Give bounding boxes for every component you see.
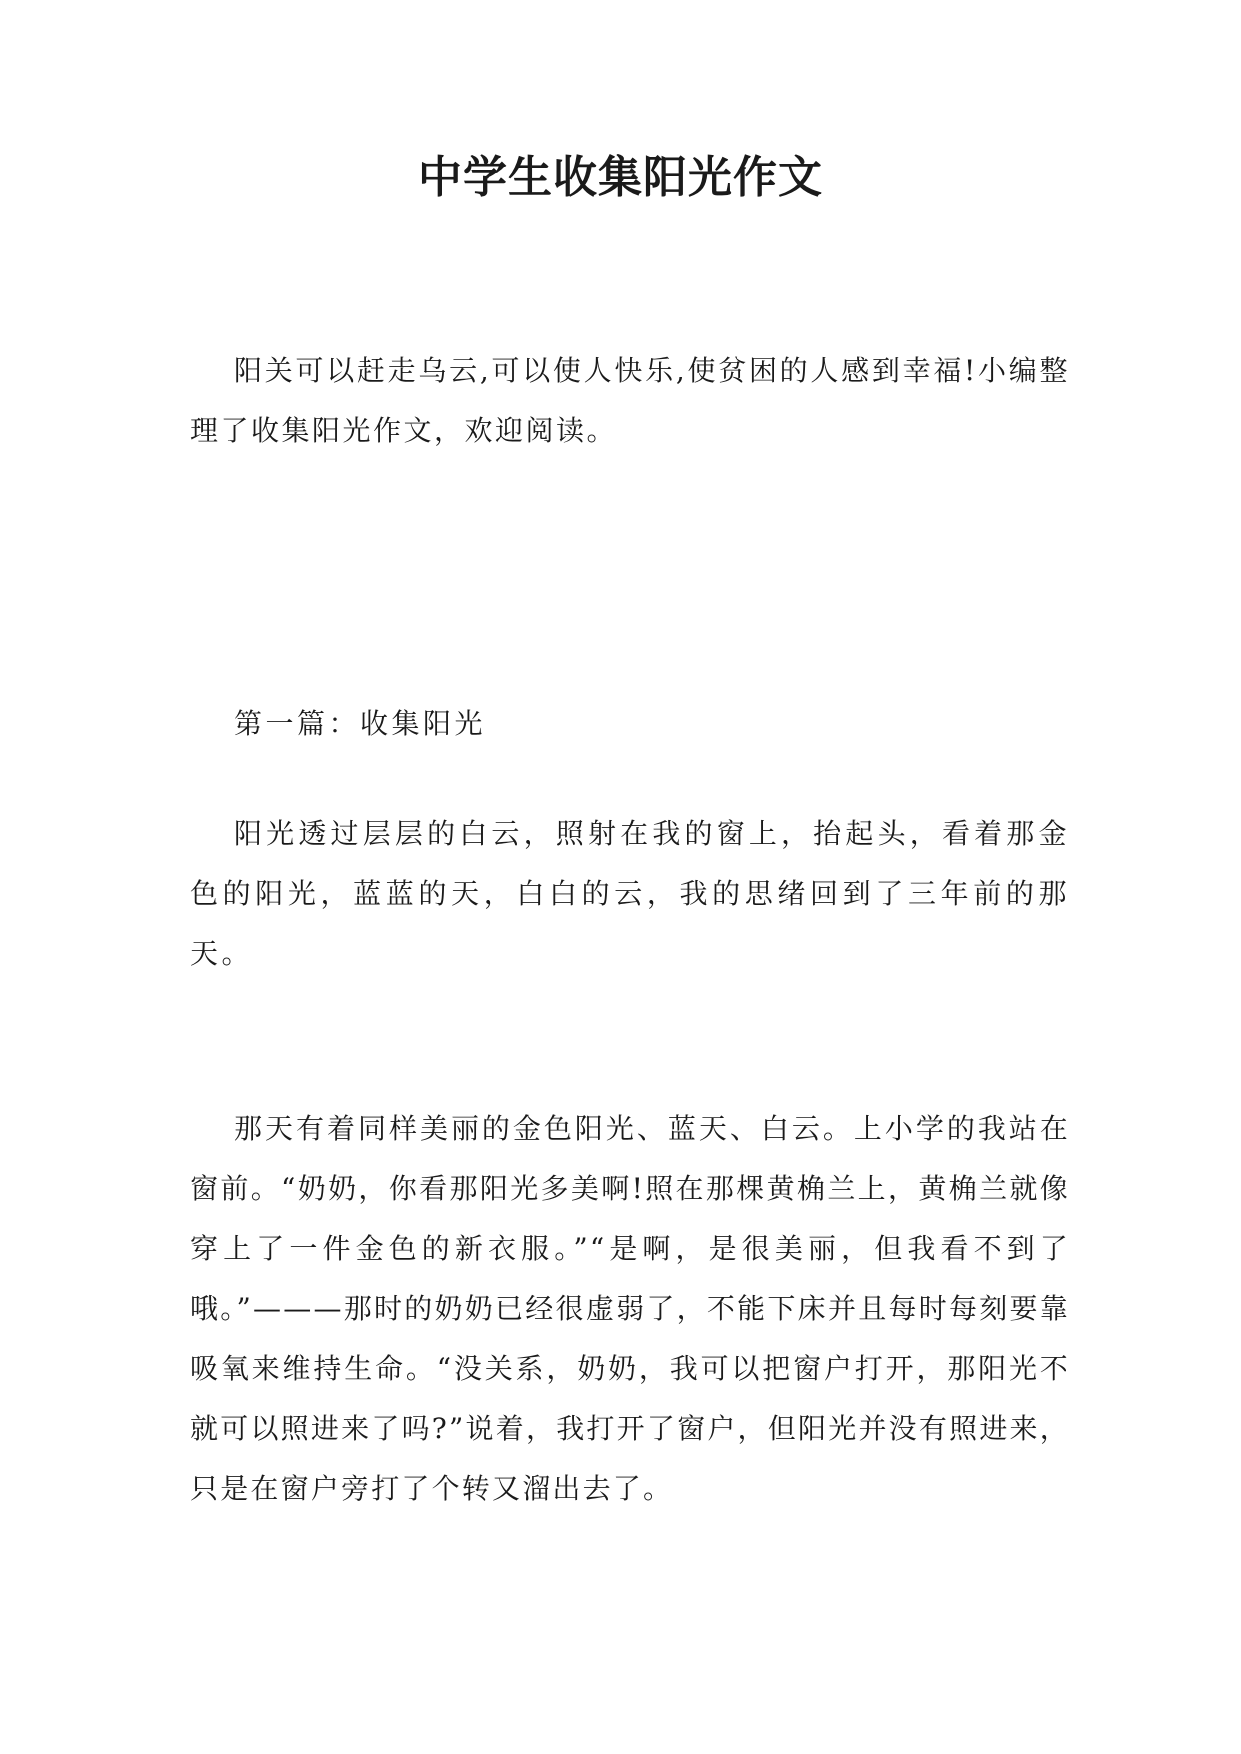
intro-paragraph: 阳关可以赶走乌云,可以使人快乐,使贫困的人感到幸福!小编整理了收集阳光作文，欢迎阅读。 (190, 354, 1070, 447)
section-heading: 第一篇：收集阳光 (234, 707, 487, 740)
document-title: 中学生收集阳光作文 (418, 152, 823, 203)
body-paragraph-2: 那天有着同样美丽的金色阳光、蓝天、白云。上小学的我站在窗前。“奶奶，你看那阳光多美啊!照在那棵黄桷兰上，黄桷兰就像穿上了一件金色的新衣服。”“是啊，是很美丽，但我看不到了哦。”———那时的奶奶已经很虚弱了，不能下床并且每时每刻要靠吸氧来维持生命。“没关系，奶奶，我可以把窗户打开，那阳光不就可以照进来了吗?”说着，我打开了窗户，但阳光并没有照进来，只是在窗户旁打了个转又溜出去了。 (190, 1112, 1070, 1505)
body-paragraph-1: 阳光透过层层的白云，照射在我的窗上，抬起头，看着那金色的阳光，蓝蓝的天，白白的云，我的思绪回到了三年前的那天。 (190, 817, 1070, 970)
